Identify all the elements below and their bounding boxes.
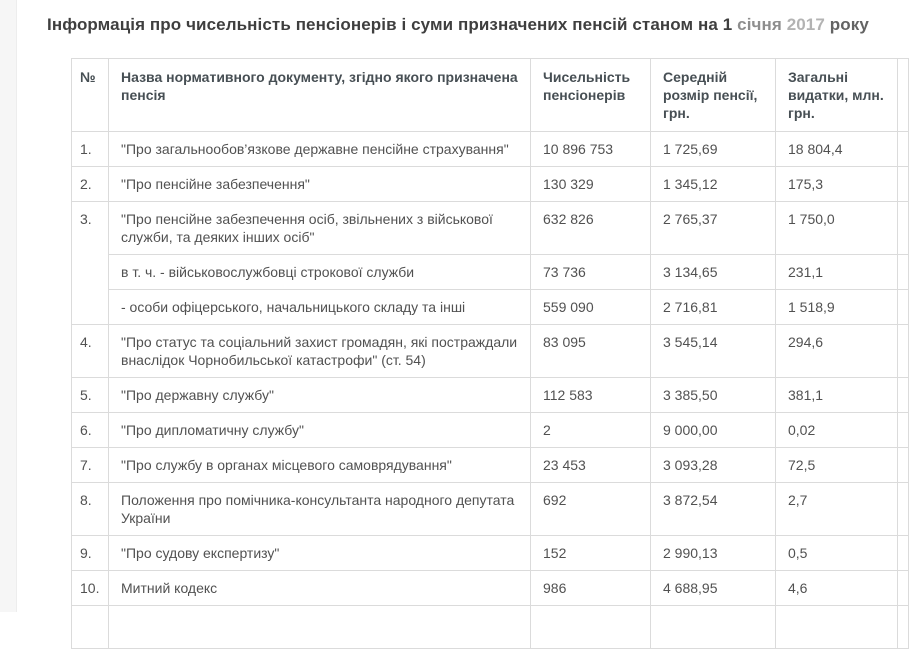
pensioner-count-cell: 73 736	[531, 255, 651, 290]
document-name-cell: - особи офіцерського, начальницького складу та інші	[109, 290, 531, 325]
average-pension-cell: 2 990,13	[651, 536, 776, 571]
table-body	[72, 132, 909, 649]
total-expenses-cell: 4,6	[776, 571, 898, 606]
total-expenses-cell: 18 804,4	[776, 132, 898, 167]
document-name-cell: "Про судову експертизу"	[109, 536, 531, 571]
spacer-cell	[898, 378, 909, 413]
pensioner-count-cell: 559 090	[531, 290, 651, 325]
pensioner-count-cell: 83 095	[531, 325, 651, 378]
header-cell-number: №	[72, 59, 109, 132]
spacer-cell	[898, 571, 909, 606]
table-row	[72, 378, 909, 413]
total-expenses-cell: 1 518,9	[776, 290, 898, 325]
total-expenses-cell: 294,6	[776, 325, 898, 378]
table-row	[72, 202, 909, 255]
pensioner-count-cell: 23 453	[531, 448, 651, 483]
document-name-cell: "Про статус та соціальний захист громадян, які постраждали внаслідок Чорнобильської катастрофи" (ст. 54)	[109, 325, 531, 378]
page-title-month: січня	[737, 15, 787, 34]
row-number-cell: 2.	[72, 167, 109, 202]
page-title-main: Інформація про чисельність пенсіонерів і суми призначених пенсій станом на 1	[47, 15, 738, 34]
spacer-cell	[898, 132, 909, 167]
header-cell-document-name: Назва нормативного документу, згідно якого призначена пенсія	[109, 59, 531, 132]
pensioner-count-cell: 2	[531, 413, 651, 448]
spacer-cell	[898, 413, 909, 448]
table-row	[72, 483, 909, 536]
spacer-cell	[898, 483, 909, 536]
spacer-cell	[898, 167, 909, 202]
row-number-cell: 1.	[72, 132, 109, 167]
table-row	[72, 167, 909, 202]
table-subrow	[72, 290, 909, 325]
table-header-row	[72, 59, 909, 132]
row-number-cell: 9.	[72, 536, 109, 571]
row-number-cell: 10.	[72, 571, 109, 606]
pensioner-count-cell: 632 826	[531, 202, 651, 255]
document-name-cell: "Про дипломатичну службу"	[109, 413, 531, 448]
row-number-cell: 6.	[72, 413, 109, 448]
page-content	[16, 0, 910, 649]
average-pension-cell: 3 385,50	[651, 378, 776, 413]
header-cell-average-pension: Середній розмір пенсії, грн.	[651, 59, 776, 132]
total-expenses-cell: 72,5	[776, 448, 898, 483]
spacer-cell	[898, 448, 909, 483]
document-name-cell: Положення про помічника-консультанта народного депутата України	[109, 483, 531, 536]
row-number-cell: 3.	[72, 202, 109, 325]
table-row	[72, 413, 909, 448]
total-expenses-cell: 381,1	[776, 378, 898, 413]
average-pension-cell: 1 725,69	[651, 132, 776, 167]
average-pension-cell: 4 688,95	[651, 571, 776, 606]
row-number-cell: 5.	[72, 378, 109, 413]
table-row	[72, 448, 909, 483]
row-number-cell: 7.	[72, 448, 109, 483]
average-pension-cell: 3 872,54	[651, 483, 776, 536]
pensioner-count-cell: 10 896 753	[531, 132, 651, 167]
page-title	[47, 13, 910, 37]
header-cell-spacer	[898, 59, 909, 132]
pensioner-count-cell: 152	[531, 536, 651, 571]
average-pension-cell: 3 134,65	[651, 255, 776, 290]
total-expenses-cell: 2,7	[776, 483, 898, 536]
average-pension-cell: 2 716,81	[651, 290, 776, 325]
page-left-margin	[0, 0, 17, 612]
average-pension-cell: 1 345,12	[651, 167, 776, 202]
document-name-cell: Митний кодекс	[109, 571, 531, 606]
total-expenses-cell: 1 750,0	[776, 202, 898, 255]
pensioner-count-cell: 986	[531, 571, 651, 606]
spacer-cell	[898, 255, 909, 290]
document-name-cell: "Про загальнообов’язкове державне пенсійне страхування"	[109, 132, 531, 167]
spacer-cell	[898, 325, 909, 378]
table-subrow	[72, 255, 909, 290]
table-header	[72, 59, 909, 132]
table-row	[72, 132, 909, 167]
header-cell-pensioner-count: Чисельність пенсіонерів	[531, 59, 651, 132]
average-pension-cell: 9 000,00	[651, 413, 776, 448]
total-expenses-cell: 0,5	[776, 536, 898, 571]
page-title-year: 2017	[786, 15, 830, 34]
spacer-cell	[898, 202, 909, 255]
pensioner-count-cell: 112 583	[531, 378, 651, 413]
average-pension-cell: 2 765,37	[651, 202, 776, 255]
spacer-cell	[898, 536, 909, 571]
average-pension-cell: 3 545,14	[651, 325, 776, 378]
document-name-cell: "Про пенсійне забезпечення"	[109, 167, 531, 202]
row-number-cell: 8.	[72, 483, 109, 536]
row-number-cell: 4.	[72, 325, 109, 378]
table-row	[72, 536, 909, 571]
page-title-tail: року	[829, 15, 869, 34]
document-name-cell: "Про державну службу"	[109, 378, 531, 413]
table-row	[72, 571, 909, 606]
total-expenses-cell: 175,3	[776, 167, 898, 202]
spacer-cell	[898, 290, 909, 325]
document-name-cell: в т. ч. - військовослужбовці строкової служби	[109, 255, 531, 290]
document-name-cell: "Про службу в органах місцевого самоврядування"	[109, 448, 531, 483]
document-name-cell: "Про пенсійне забезпечення осіб, звільнених з військової служби, та деяких інших осіб"	[109, 202, 531, 255]
header-cell-total-expenses: Загальні видатки, млн. грн.	[776, 59, 898, 132]
table-row	[72, 325, 909, 378]
total-expenses-cell: 0,02	[776, 413, 898, 448]
pension-table	[71, 58, 909, 649]
total-expenses-cell: 231,1	[776, 255, 898, 290]
pensioner-count-cell: 130 329	[531, 167, 651, 202]
pensioner-count-cell: 692	[531, 483, 651, 536]
average-pension-cell: 3 093,28	[651, 448, 776, 483]
